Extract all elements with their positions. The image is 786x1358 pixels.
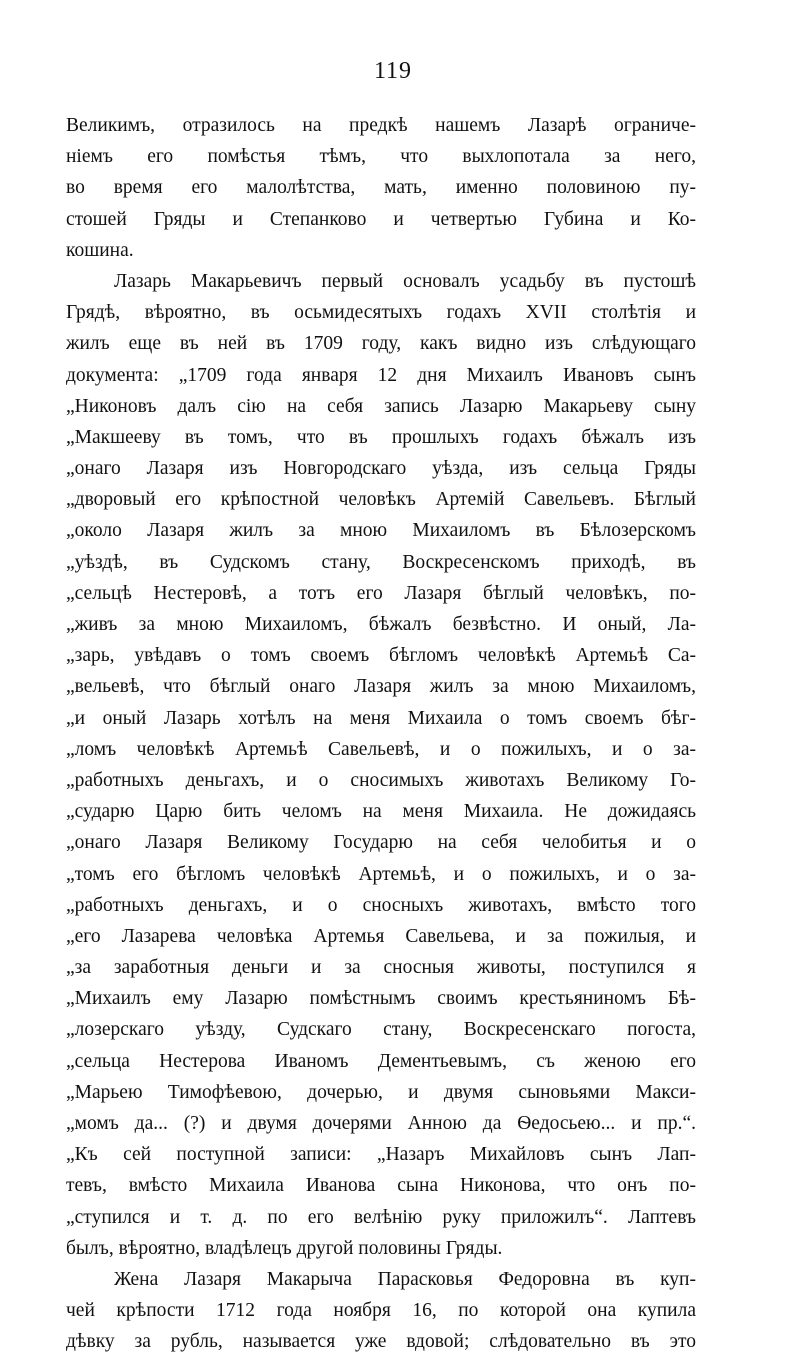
- text-line: кошина.: [66, 239, 134, 261]
- body-text: [66, 110, 696, 1358]
- text-line: „томъ его бѣгломъ человѣкѣ Артемьѣ, и о пожилыхъ, и о за-: [66, 863, 696, 885]
- text-line: Великимъ, отразилось на предкѣ нашемъ Лазарѣ ограниче-: [66, 115, 696, 136]
- text-line: Грядѣ, вѣроятно, въ осьмидесятыхъ годахъ XVII столѣтія и: [66, 302, 696, 324]
- text-line: тевъ, вмѣсто Михаила Иванова сына Никонова, что онъ по-: [66, 1175, 696, 1197]
- text-line: „работныхъ деньгахъ, и о сносныхъ животахъ, вмѣсто того: [66, 894, 696, 916]
- text-line: Лазарь Макарьевичъ первый основалъ усадьбу въ пустошѣ: [114, 270, 696, 292]
- text-line: „его Лазарева человѣка Артемья Савельева, и за пожилыя, и: [66, 925, 696, 947]
- text-line: жилъ еще въ ней въ 1709 году, какъ видно изъ слѣдующаго: [66, 333, 696, 355]
- text-line: ніемъ его помѣстья тѣмъ, что выхлопотала за него,: [66, 146, 696, 168]
- text-line: „Михаилъ ему Лазарю помѣстнымъ своимъ крестьяниномъ Бѣ-: [66, 988, 696, 1010]
- text-line: „лозерскаго уѣзду, Судскаго стану, Воскресенскаго погоста,: [66, 1019, 696, 1041]
- text-line: „Макшееву въ томъ, что въ прошлыхъ годахъ бѣжалъ изъ: [66, 426, 696, 448]
- text-line: „ломъ человѣкѣ Артемьѣ Савельевѣ, и о пожилыхъ, и о за-: [66, 738, 696, 760]
- text-line: „Марьею Тимофѣевою, дочерью, и двумя сыновьями Макси-: [66, 1081, 696, 1103]
- text-line: „сударю Царю бить челомъ на меня Михаила. Не дожидаясь: [66, 801, 696, 823]
- text-line: „уѣздѣ, въ Судскомъ стану, Воскресенскомъ приходѣ, въ: [66, 551, 696, 573]
- text-line: „онаго Лазаря Великому Государю на себя челобитья и о: [66, 832, 696, 854]
- text-line: „онаго Лазаря изъ Новгородскаго уѣзда, изъ сельца Гряды: [66, 458, 696, 480]
- text-line: „около Лазаря жилъ за мною Михаиломъ въ Бѣлозерскомъ: [66, 520, 696, 542]
- text-line: „и оный Лазарь хотѣлъ на меня Михаила о томъ своемъ бѣг-: [66, 707, 696, 729]
- text-line: дѣвку за рубль, называется уже вдовой; слѣдовательно въ это: [66, 1331, 696, 1353]
- text-line: „живъ за мною Михаиломъ, бѣжалъ безвѣстно. И оный, Ла-: [66, 614, 696, 635]
- text-line: былъ, вѣроятно, владѣлецъ другой половины Гряды.: [66, 1237, 503, 1259]
- text-line: чей крѣпости 1712 года ноября 16, по которой она купила: [66, 1300, 696, 1322]
- text-line: „дворовый его крѣпостной человѣкъ Артемій Савельевъ. Бѣглый: [66, 489, 696, 511]
- text-line: документа: „1709 года января 12 дня Михаилъ Ивановъ сынъ: [66, 364, 696, 386]
- text-line: „сельца Нестерова Иваномъ Дементьевымъ, съ женою его: [66, 1050, 696, 1072]
- text-line: „зарь, увѣдавъ о томъ своемъ бѣгломъ человѣкѣ Артемьѣ Са-: [66, 645, 696, 667]
- text-line: стошей Гряды и Степанково и четвертью Губина и Ко-: [66, 208, 696, 230]
- text-line: „Къ сей поступной записи: „Назаръ Михайловъ сынъ Лап-: [66, 1144, 696, 1166]
- text-line: „Никоновъ далъ сію на себя запись Лазарю Макарьеву сыну: [66, 395, 696, 417]
- text-line: „за заработныя деньги и за сносныя животы, поступился я: [66, 957, 696, 979]
- text-line: „работныхъ деньгахъ, и о сносимыхъ животахъ Великому Го-: [66, 769, 696, 791]
- text-line: „сельцѣ Нестеровѣ, а тотъ его Лазаря бѣглый человѣкъ, по-: [66, 582, 696, 604]
- page-number: 119: [373, 58, 413, 84]
- text-line: „момъ да... (?) и двумя дочерями Анною да Ѳедосьею... и пр.“.: [66, 1113, 696, 1134]
- text-line: „вельевѣ, что бѣглый онаго Лазаря жилъ за мною Михаиломъ,: [66, 676, 696, 698]
- text-line: во время его малолѣтства, мать, именно половиною пу-: [66, 177, 696, 199]
- text-line: Жена Лазаря Макарыча Парасковья Федоровна въ куп-: [114, 1268, 696, 1290]
- text-line: „ступился и т. д. по его велѣнію руку приложилъ“. Лаптевъ: [66, 1206, 696, 1228]
